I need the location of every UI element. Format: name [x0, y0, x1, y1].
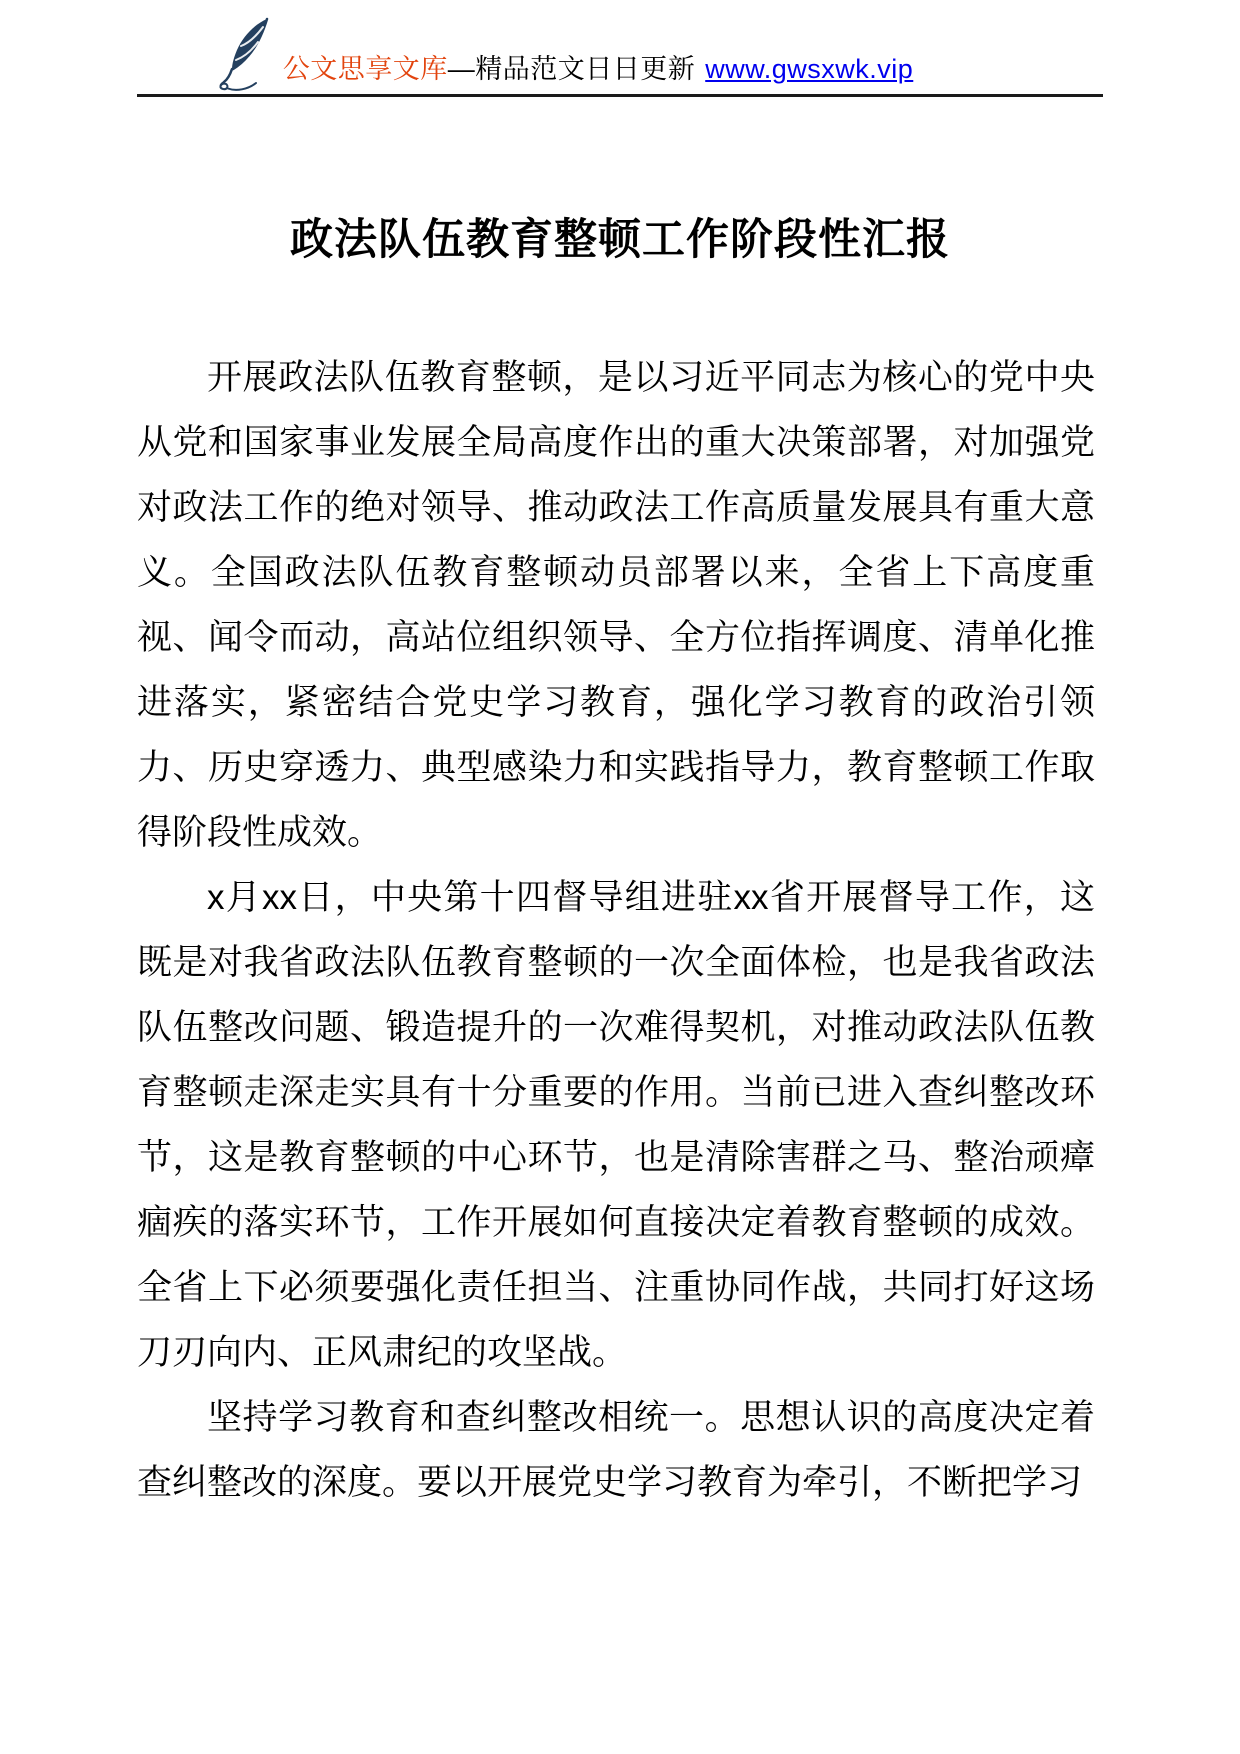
paragraph-3: 坚持学习教育和查纠整改相统一。思想认识的高度决定着查纠整改的深度。要以开展党史学习教育为牵引，不断把学习 [137, 1398, 1095, 1502]
paragraph-1: 开展政法队伍教育整顿，是以习近平同志为核心的党中央从党和国家事业发展全局高度作出的重大决策部署，对加强党对政法工作的绝对领导、推动政法工作高质量发展具有重大意义。全国政法队伍教育整顿动员部署以来，全省上下高度重视、闻令而动，高站位组织领导、全方位指挥调度、清单化推进落实，紧密结合党史学习教育，强化学习教育的政治引领力、历史穿透力、典型感染力和实践指导力，教育整顿工作取得阶段性成效。 [137, 358, 1095, 852]
quill-icon [217, 16, 277, 92]
paragraph-2: x月xx日，中央第十四督导组进驻xx省开展督导工作，这既是对我省政法队伍教育整顿的一次全面体检，也是我省政法队伍整改问题、锻造提升的一次难得契机，对推动政法队伍教育整顿走深走实具有十分重要的作用。当前已进入查纠整改环节，这是教育整顿的中心环节，也是清除害群之马、整治顽瘴痼疾的落实环节，工作开展如何直接决定着教育整顿的成效。全省上下必须要强化责任担当、注重协同作战，共同打好这场刀刃向内、正风肃纪的攻坚战。 [137, 878, 1095, 1372]
site-header [0, 0, 1240, 92]
header-group [217, 16, 914, 92]
header-text [283, 52, 914, 92]
header-tagline: —精品范文日日更新 [447, 54, 696, 84]
document-title: 政法队伍教育整顿工作阶段性汇报 [290, 216, 950, 264]
document-body [137, 345, 1095, 1515]
header-divider [137, 94, 1103, 97]
brand-name: 公文思享文库 [282, 54, 448, 84]
site-link[interactable]: www.gwsxwk.vip [705, 54, 914, 84]
